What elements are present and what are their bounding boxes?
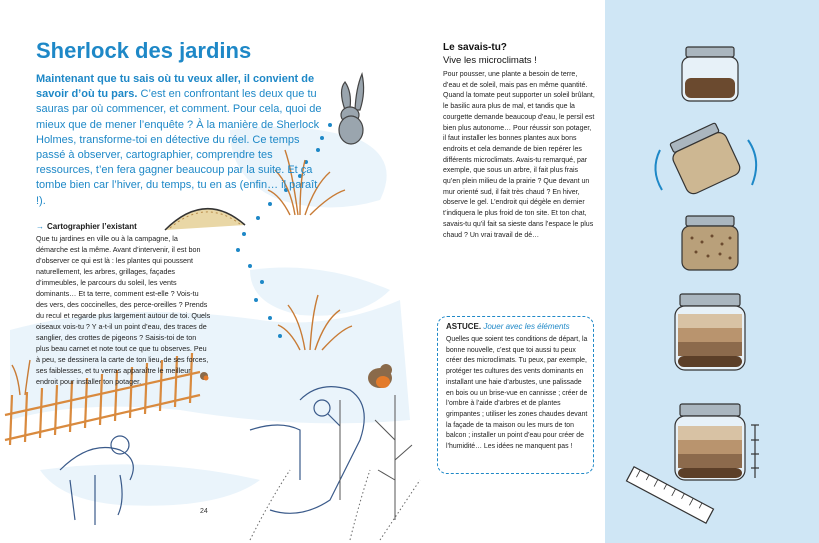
sidebar-title: Le savais-tu? xyxy=(443,42,507,53)
page-title: Sherlock des jardins xyxy=(36,38,252,63)
sidebar-subtitle: Vive les microclimats ! xyxy=(443,55,537,66)
jar-settling xyxy=(682,216,738,270)
tip-title: Jouer avec les éléments xyxy=(483,322,570,331)
intro-text: C’est en confrontant les deux que tu sauras par où commencer, et comment. Pour cela, quoi de mieux que de mener l’enquête ? À la manière de Sherlock Holmes, transforme-toi en détective du réel. Ce temps passé à observer, cartographier, comprendre tes ressources, t’en fera gagner beaucoup par la suite. Et ça tombe bien car l’hiver, du temps, tu en as (enfin… il paraît !). xyxy=(36,88,322,207)
jar-with-soil xyxy=(682,47,738,101)
intro-paragraph xyxy=(36,72,326,209)
jar-layers xyxy=(675,294,745,370)
page-number: 24 xyxy=(200,508,208,515)
section-heading xyxy=(36,222,137,231)
jar-measured xyxy=(627,404,759,523)
intro-lead: Maintenant que tu sais où tu veux aller, il convient de savoir d’où tu pars. xyxy=(36,73,315,101)
tip-heading xyxy=(446,322,570,331)
section-body: Que tu jardines en ville ou à la campagne, la démarche est la même. Avant d’intervenir, il est bon d’observer ce qui est là : les plantes qui poussent naturellement, les arbres, grillages, façades d’immeubles, le parcours du soleil, les vents dominants… Et ta terre, comment est-elle ? Vois-tu des vers, des coccinelles, des perce-oreilles ? Prends du recul et regarde plus largement autour de toi. Quels oiseaux vois-tu ? Y a-t-il un point d’eau, des traces de sanglier, des crottes de pigeons ? Saisis-toi de ton plus beau carnet et note tout ce que tu observes. Peu à peu, se dessinera la carte de ton lieu, de ses forces, ses faiblesses, et tu verras apparaître le meilleur endroit pour installer ton potager. xyxy=(36,234,211,386)
tip-keyword: ASTUCE. xyxy=(446,322,482,331)
sidebar-body: Pour pousser, une plante a besoin de terre, d’eau et de soleil, mais pas en même quantité. Quand la tomate peut supporter un soleil brûlant, le basilic aura plus de mal, et tandis que la courgette demande beaucoup d’eau, le persil est bien plus autonome… Pour réussir son potager, il faut installer les bonnes plantes aux bons endroits et cela demande de bien repérer les différents microclimats. Avais-tu remarqué, par exemple, que sous un arbre, il fait plus frais qu’en plein milieu de la prairie ? Que devant un mur orienté sud, il fait très chaud ? En hiver, observe le gel. L’endroit qui dégèle en dernier t’indiquera le plus froid de ton site. Et ton chat, savais-tu qu’il fait sa sieste dans l’espace le plus chaud ? Un vrai travail de dé… xyxy=(443,71,595,239)
shake-arrow-left xyxy=(655,150,662,190)
jar-steps xyxy=(627,47,759,523)
section-title: Cartographier l’existant xyxy=(47,222,137,231)
shake-arrow-right xyxy=(748,140,756,185)
arrow-icon: → xyxy=(36,222,44,231)
jar-shaking xyxy=(666,121,742,196)
tip-body: Quelles que soient tes conditions de départ, la bonne nouvelle, c’est que toi aussi tu peux créer des microclimats. Tu peux, par exemple, protéger tes cultures des vents dominants en installant une haie d’arbustes, une palissade en bois ou un brise-vue en cannisse ; créer de l’ombre à l’aide d’arbres et de plantes grimpantes ; utiliser les zones chaudes devant la façade de ta maison ou les murs de ton balcon ; installer un point d’eau pour créer de l’humidité… Les idées ne manquent pas ! xyxy=(446,336,588,451)
